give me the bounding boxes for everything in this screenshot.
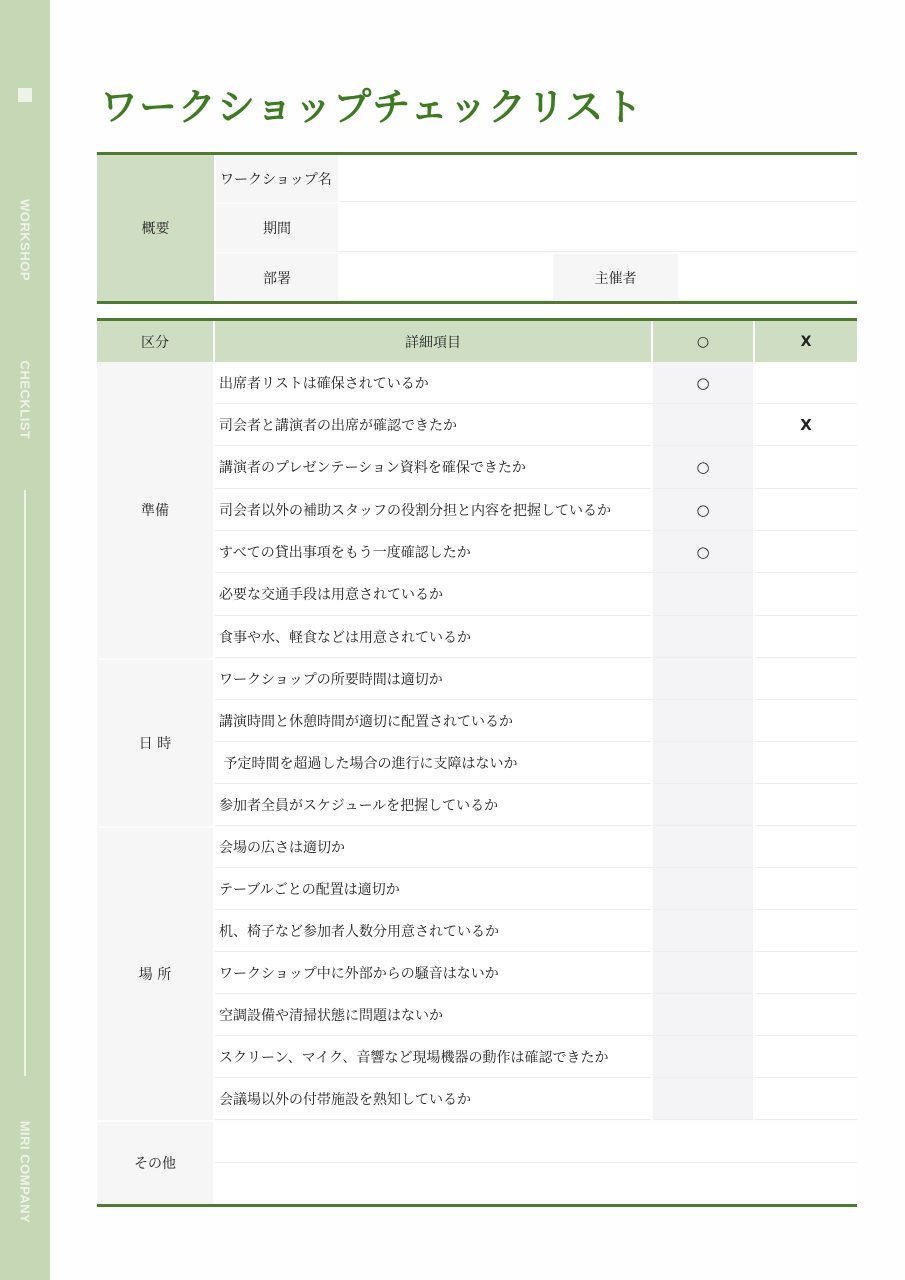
check-yes-cell[interactable] xyxy=(653,868,753,910)
sidebar-divider xyxy=(24,490,26,1076)
sidebar-label-checklist: CHECKLIST xyxy=(17,360,33,440)
sidebar xyxy=(0,0,50,1280)
checklist-item: 予定時間を超過した場合の進行に支障はないか xyxy=(215,742,651,784)
checklist-item: 会場の広さは適切か xyxy=(215,826,651,868)
header-detail: 詳細項目 xyxy=(215,321,651,362)
check-no-cell[interactable] xyxy=(755,742,857,784)
checklist-item: スクリーン、マイク、音響など現場機器の動作は確認できたか xyxy=(215,1036,651,1078)
checklist-item: ワークショップ中に外部からの騒音はないか xyxy=(215,952,651,994)
category-venue: 場 所 xyxy=(97,828,213,1120)
category-preparation: 準備 xyxy=(97,362,213,658)
period-field[interactable] xyxy=(340,204,857,252)
category-other: その他 xyxy=(97,1122,213,1204)
checklist-item: 机、椅子など参加者人数分用意されているか xyxy=(215,910,651,952)
check-yes-cell[interactable] xyxy=(653,784,753,826)
checklist-item: テーブルごとの配置は適切か xyxy=(215,868,651,910)
sidebar-label-company: MIRI COMPANY xyxy=(17,1120,33,1224)
check-no-cell[interactable] xyxy=(755,910,857,952)
period-label: 期間 xyxy=(216,204,338,252)
check-yes-cell[interactable]: ○ xyxy=(653,531,753,573)
page-title: ワークショップチェックリスト xyxy=(100,85,644,129)
check-no-cell[interactable] xyxy=(755,826,857,868)
check-no-cell[interactable] xyxy=(755,658,857,700)
square-icon xyxy=(18,88,32,102)
check-no-cell[interactable] xyxy=(755,531,857,573)
check-no-cell[interactable] xyxy=(755,362,857,404)
checklist-item: 必要な交通手段は用意されているか xyxy=(215,573,651,616)
check-no-cell[interactable] xyxy=(755,700,857,742)
checklist-bottom-rule xyxy=(97,1204,857,1207)
check-no-cell[interactable] xyxy=(755,446,857,489)
check-no-cell[interactable] xyxy=(755,868,857,910)
check-no-cell[interactable] xyxy=(755,616,857,658)
checklist-item: 参加者全員がスケジュールを把握しているか xyxy=(215,784,651,826)
header-yes: ○ xyxy=(653,321,753,362)
check-yes-cell[interactable] xyxy=(653,1078,753,1120)
check-yes-cell[interactable] xyxy=(653,616,753,658)
workshop-name-field[interactable] xyxy=(340,155,857,202)
check-yes-cell[interactable] xyxy=(653,573,753,616)
organizer-label: 主催者 xyxy=(553,254,678,301)
other-notes-line[interactable] xyxy=(215,1163,857,1204)
header-no: X xyxy=(755,321,857,362)
check-yes-cell[interactable] xyxy=(653,952,753,994)
checklist-item: 出席者リストは確保されているか xyxy=(215,362,651,404)
check-yes-cell[interactable]: ○ xyxy=(653,446,753,489)
check-no-cell[interactable] xyxy=(755,1036,857,1078)
sidebar-label-workshop: WORKSHOP xyxy=(17,199,33,281)
checklist-item: 食事や水、軽食などは用意されているか xyxy=(215,616,651,658)
checklist-item: 講演者のプレゼンテーション資料を確保できたか xyxy=(215,446,651,489)
check-yes-cell[interactable] xyxy=(653,658,753,700)
checklist-item: 司会者以外の補助スタッフの役割分担と内容を把握しているか xyxy=(215,489,651,531)
category-schedule: 日 時 xyxy=(97,660,213,826)
check-no-cell[interactable] xyxy=(755,952,857,994)
check-no-cell[interactable] xyxy=(755,1078,857,1120)
check-no-cell[interactable] xyxy=(755,489,857,531)
header-category: 区分 xyxy=(97,321,213,362)
checklist-item: 空調設備や清掃状態に問題はないか xyxy=(215,994,651,1036)
department-label: 部署 xyxy=(216,254,338,301)
check-yes-cell[interactable] xyxy=(653,1036,753,1078)
check-yes-cell[interactable]: ○ xyxy=(653,489,753,531)
check-yes-cell[interactable] xyxy=(653,826,753,868)
summary-section-label: 概要 xyxy=(97,155,214,301)
check-yes-cell[interactable] xyxy=(653,404,753,446)
checklist-item: すべての貸出事項をもう一度確認したか xyxy=(215,531,651,573)
check-yes-cell[interactable] xyxy=(653,700,753,742)
check-no-cell[interactable] xyxy=(755,573,857,616)
checklist-item: ワークショップの所要時間は適切か xyxy=(215,658,651,700)
organizer-field[interactable] xyxy=(680,254,857,301)
checklist-item: 会議場以外の付帯施設を熟知しているか xyxy=(215,1078,651,1120)
workshop-name-label: ワークショップ名 xyxy=(216,155,338,202)
summary-bottom-rule xyxy=(97,301,857,304)
check-yes-cell[interactable] xyxy=(653,994,753,1036)
check-no-cell[interactable] xyxy=(755,784,857,826)
other-notes-line[interactable] xyxy=(215,1122,857,1163)
check-yes-cell[interactable] xyxy=(653,742,753,784)
check-no-cell[interactable] xyxy=(755,994,857,1036)
check-no-cell[interactable]: X xyxy=(755,404,857,446)
checklist-item: 講演時間と休憩時間が適切に配置されているか xyxy=(215,700,651,742)
check-yes-cell[interactable] xyxy=(653,910,753,952)
department-field[interactable] xyxy=(340,254,551,301)
check-yes-cell[interactable]: ○ xyxy=(653,362,753,404)
checklist-item: 司会者と講演者の出席が確認できたか xyxy=(215,404,651,446)
